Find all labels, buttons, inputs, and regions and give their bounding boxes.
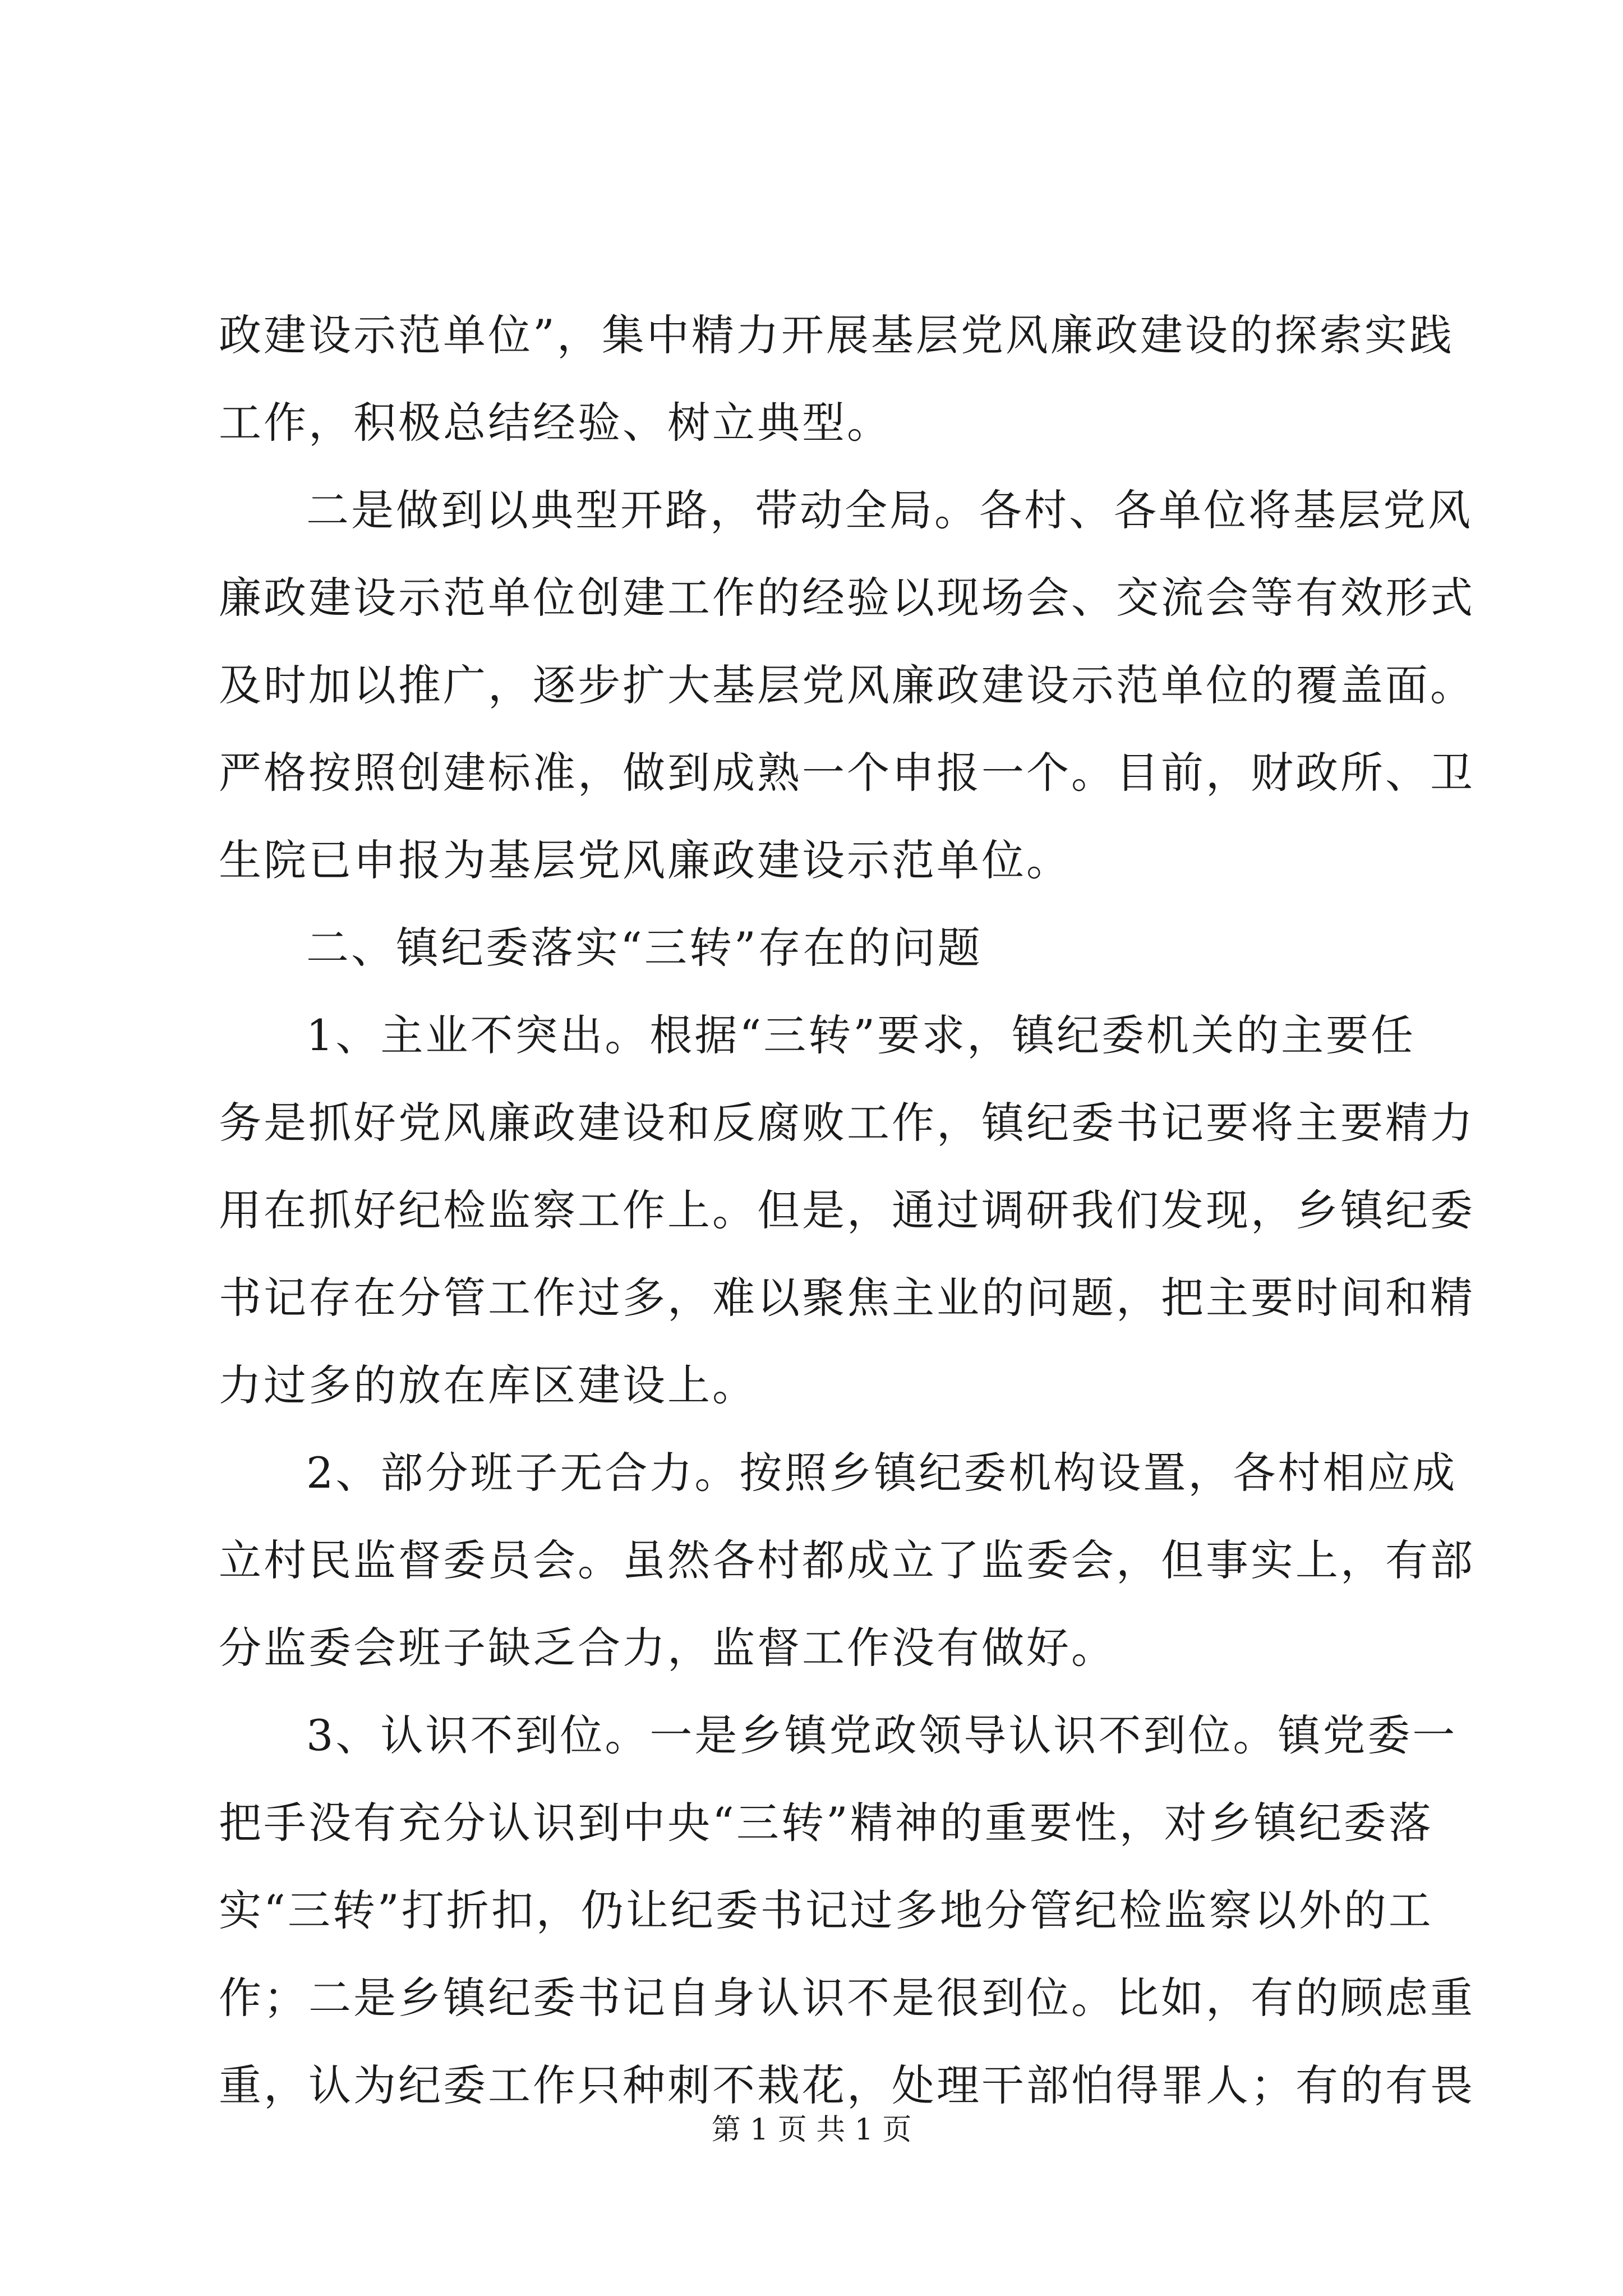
text-line-19: 实“三转”打折扣，仍让纪委书记过多地分管纪检监察以外的工 (219, 1885, 1433, 1935)
document-body (219, 292, 1475, 2129)
text-line-6: 严格按照创建标准，做到成熟一个申报一个。目前，财政所、卫 (219, 748, 1475, 798)
text-line-1: 政建设示范单位”，集中精力开展基层党风廉政建设的探索实践 (219, 310, 1454, 360)
text-line-11: 用在抓好纪检监察工作上。但是，通过调研我们发现，乡镇纪委 (219, 1185, 1475, 1235)
paragraph-start-line-3: 二是做到以典型开路，带动全局。各村、各单位将基层党风 (306, 485, 1473, 535)
text-line-5: 及时加以推广，逐步扩大基层党风廉政建设示范单位的覆盖面。 (219, 660, 1475, 710)
text-line-2: 工作，积极总结经验、树立典型。 (219, 398, 892, 448)
section-heading: 二、镇纪委落实“三转”存在的问题 (306, 923, 983, 973)
paragraph-start-line-17: 3、认识不到位。一是乡镇党政领导认识不到位。镇党委一 (306, 1710, 1458, 1760)
text-line-20: 作；二是乡镇纪委书记自身认识不是很到位。比如，有的顾虑重 (219, 1973, 1475, 2023)
paragraph-start-line-14: 2、部分班子无合力。按照乡镇纪委机构设置，各村相应成 (306, 1448, 1458, 1498)
page-number-footer: 第 1 页 共 1 页 (711, 2113, 912, 2147)
text-line-21: 重，认为纪委工作只种刺不栽花，处理干部怕得罪人；有的有畏 (219, 2060, 1475, 2110)
paragraph-start-line-9: 1、主业不突出。根据“三转”要求，镇纪委机关的主要任 (306, 1010, 1416, 1060)
text-line-16: 分监委会班子缺乏合力，监督工作没有做好。 (219, 1623, 1116, 1673)
text-line-15: 立村民监督委员会。虽然各村都成立了监委会，但事实上，有部 (219, 1535, 1475, 1585)
text-line-4: 廉政建设示范单位创建工作的经验以现场会、交流会等有效形式 (219, 573, 1475, 623)
text-line-13: 力过多的放在库区建设上。 (219, 1360, 757, 1410)
text-line-12: 书记存在分管工作过多，难以聚焦主业的问题，把主要时间和精 (219, 1273, 1475, 1323)
text-line-10: 务是抓好党风廉政建设和反腐败工作，镇纪委书记要将主要精力 (219, 1098, 1475, 1148)
text-line-7: 生院已申报为基层党风廉政建设示范单位。 (219, 835, 1071, 885)
text-line-18: 把手没有充分认识到中央“三转”精神的重要性，对乡镇纪委落 (219, 1798, 1433, 1848)
